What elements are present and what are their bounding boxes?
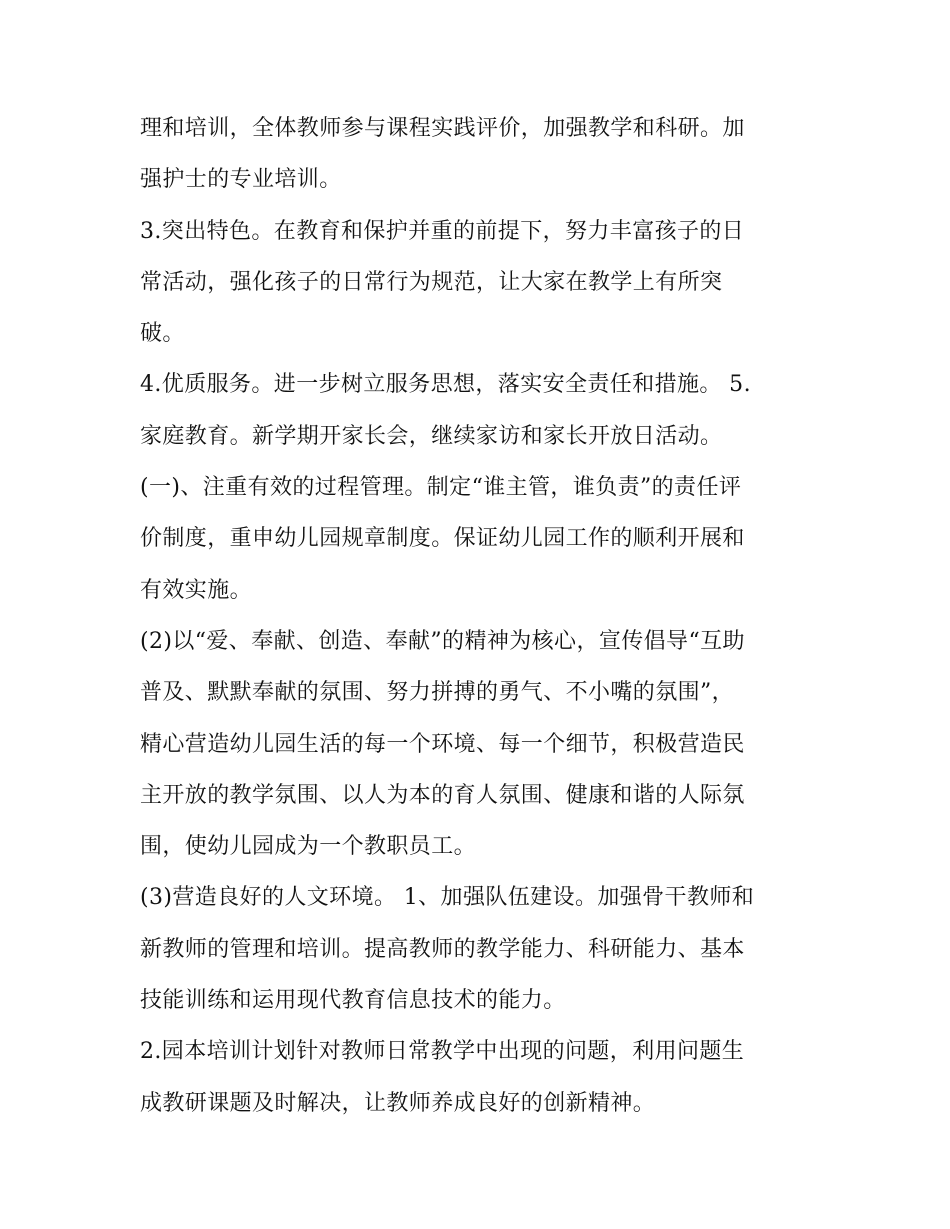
document-body [140,103,820,1129]
text-line: 常活动，强化孩子的日常行为规范，让大家在教学上有所突 [140,269,723,295]
text-line: 破。 [140,321,185,347]
text-line: 围，使幼儿园成为一个教职员工。 [140,834,477,860]
text-line: 价制度，重申幼儿园规章制度。保证幼儿园工作的顺利开展和 [140,526,745,552]
text-line: 理和培训，全体教师参与课程实践评价，加强教学和科研。加 [140,116,745,141]
text-line: 成教研课题及时解决，让教师养成良好的创新精神。 [140,1090,656,1116]
text-line: (3)营造良好的人文环境。 1、加强队伍建设。加强骨干教师和 [140,885,755,911]
text-line: 2.园本培训计划针对教师日常教学中出现的问题，利用问题生 [140,1039,745,1065]
text-line: 有效实施。 [140,577,253,603]
text-line: (一)、注重有效的过程管理。制定“谁主管，谁负责”的责任评 [140,475,742,501]
text-line: 普及、默默奉献的氛围、努力拼搏的勇气、不小嘴的氛围”， [140,680,735,706]
text-line: (2)以“爱、奉献、创造、奉献”的精神为核心，宣传倡导“互助 [140,628,745,654]
text-line: 技能训练和运用现代教育信息技术的能力。 [140,988,566,1014]
text-line: 主开放的教学氛围、以人为本的育人氛围、健康和谐的人际氛 [140,782,745,808]
text-line: 4.优质服务。进一步树立服务思想，落实安全责任和措施。 5. [140,372,751,398]
text-line: 精心营造幼儿园生活的每一个环境、每一个细节，积极营造民 [140,731,745,757]
text-line: 3.突出特色。在教育和保护并重的前提下，努力丰富孩子的日 [140,218,745,244]
text-line: 家庭教育。新学期开家长会，继续家访和家长开放日活动。 [140,423,723,449]
text-line: 强护士的专业培训。 [140,167,342,193]
text-line: 新教师的管理和培训。提高教师的教学能力、科研能力、基本 [140,936,745,962]
